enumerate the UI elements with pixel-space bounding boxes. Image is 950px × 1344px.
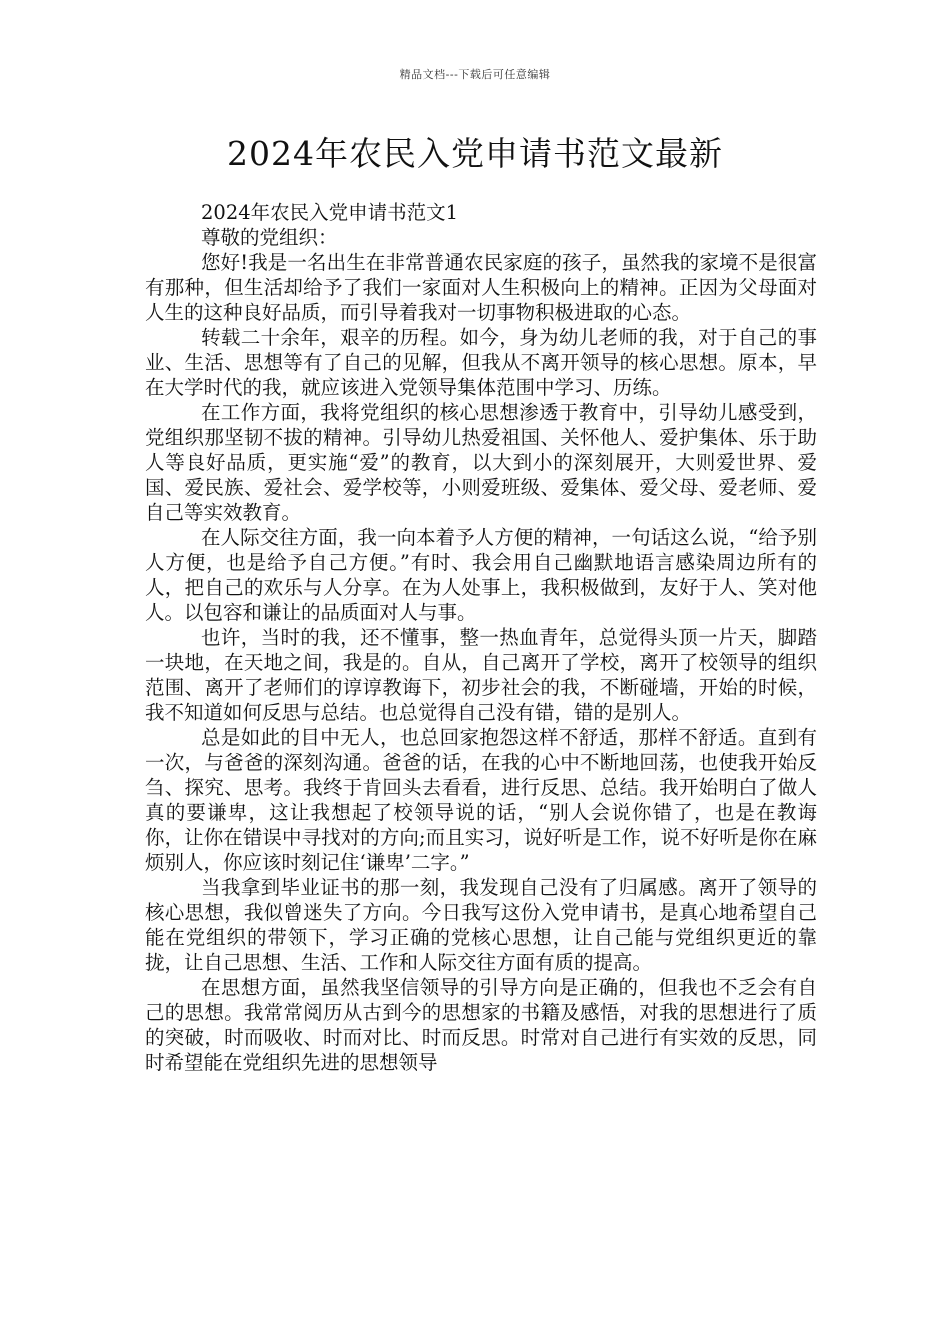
document-title: 2024年农民入党申请书范文最新 [227, 134, 723, 173]
section-heading: 2024年农民入党申请书范文1 [201, 201, 459, 224]
document-body [145, 200, 817, 1075]
paragraph-5: 也许，当时的我，还不懂事，整一热血青年，总觉得头顶一片天，脚踏一块地，在天地之间，我是的。自从，自己离开了学校，离开了校领导的组织范围、离开了老师们的谆谆教诲下，初步社会的我，不断碰墙，开始的时候，我不知道如何反思与总结。也总觉得自己没有错，错的是别人。 [145, 626, 817, 724]
salutation: 尊敬的党组织： [201, 226, 338, 249]
paragraph-6: 总是如此的目中无人，也总回家抱怨这样不舒适，那样不舒适。直到有一次，与爸爸的深刻沟通。爸爸的话，在我的心中不断地回荡，也使我开始反刍、探究、思考。我终于肯回头去看看，进行反思、总结。我开始明白了做人真的要谦卑，这让我想起了校领导说的话，“别人会说你错了，也是在教诲你，让你在错误中寻找对的方向;而且实习，说好听是工作，说不好听是你在麻烦别人，你应该时刻记住‘谦卑’二字。” [145, 726, 817, 874]
paragraph-2: 转载二十余年，艰辛的历程。如今，身为幼儿老师的我，对于自己的事业、生活、思想等有了自己的见解，但我从不离开领导的核心思想。原本，早在大学时代的我，就应该进入党领导集体范围中学习、历练。 [145, 326, 817, 399]
paragraph-4: 在人际交往方面，我一向本着予人方便的精神，一句话这么说，“给予别人方便，也是给予自己方便。”有时、我会用自己幽默地语言感染周边所有的人，把自己的欢乐与人分享。在为人处事上，我积极做到，友好于人、笑对他人。以包容和谦让的品质面对人与事。 [145, 526, 817, 624]
header-note: 精品文档---下载后可任意编辑 [399, 68, 551, 81]
paragraph-3: 在工作方面，我将党组织的核心思想渗透于教育中，引导幼儿感受到，党组织那坚韧不拔的精神。引导幼儿热爱祖国、关怀他人、爱护集体、乐于助人等良好品质，更实施“爱”的教育，以大到小的深刻展开，大则爱世界、爱国、爱民族、爱社会、爱学校等，小则爱班级、爱集体、爱父母、爱老师、爱自己等实效教育。 [145, 401, 817, 524]
paragraph-8: 在思想方面，虽然我坚信领导的引导方向是正确的，但我也不乏会有自己的思想。我常常阅历从古到今的思想家的书籍及感悟，对我的思想进行了质的突破，时而吸收、时而对比、时而反思。时常对自己进行有实效的反思，同时希望能在党组织先进的思想领导 [145, 976, 817, 1074]
paragraph-7: 当我拿到毕业证书的那一刻，我发现自己没有了归属感。离开了领导的核心思想，我似曾迷失了方向。今日我写这份入党申请书，是真心地希望自己能在党组织的带领下，学习正确的党核心思想，让自己能与党组织更近的靠拢，让自己思想、生活、工作和人际交往方面有质的提高。 [145, 876, 817, 974]
paragraph-1: 您好!我是一名出生在非常普通农民家庭的孩子，虽然我的家境不是很富有那种，但生活却给予了我们一家面对人生积极向上的精神。正因为父母面对人生的这种良好品质，而引导着我对一切事物积极进取的心态。 [145, 251, 817, 324]
